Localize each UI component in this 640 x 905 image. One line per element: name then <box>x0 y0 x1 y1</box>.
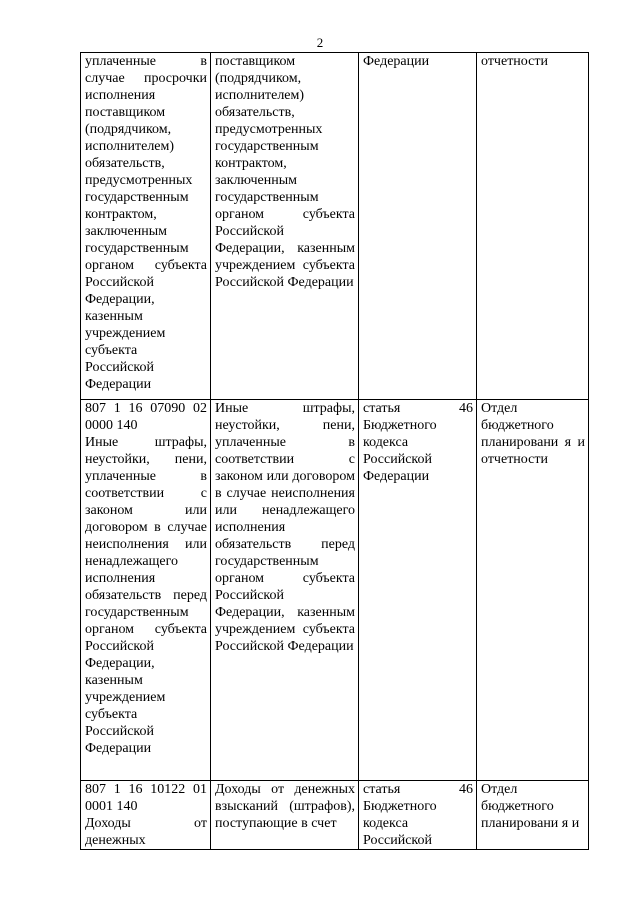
cell-responsible-unit: Отдел бюджетного планировани я и <box>477 781 589 850</box>
table-row <box>81 781 589 850</box>
table-row <box>81 400 589 781</box>
cell-name: Доходы от денежных взысканий (штрафов), поступающие в счет <box>211 781 359 850</box>
cell-legal-basis: Федерации <box>359 53 477 400</box>
cell-name: Иные штрафы, неустойки, пени, уплаченные в соответствии с законом или договором в случае неисполнения или ненадлежащего исполнения обязательств перед государственным органом субъекта Российской Федерации, казенным учреждением субъекта Российской Федерации <box>211 400 359 781</box>
page-number: 2 <box>316 35 324 50</box>
cell-text: Иные штрафы, неустойки, пени, уплаченные в соответствии с законом или договором в случае неисполнения или ненадлежащего исполнения обязательств перед государственным органом субъекта Российской Федерации, казенным учреждением субъекта Российской Федерации <box>85 435 207 756</box>
budget-classification-code: 807 1 16 10122 01 0001 140 <box>85 782 207 814</box>
cell-code-description <box>81 781 211 850</box>
budget-classification-code: 807 1 16 07090 02 0000 140 <box>85 401 207 433</box>
cell-text: уплаченные в случае просрочки исполнения поставщиком (подрядчиком, исполнителем) обязательств, предусмотренных государственным контрактом, заключенным государственным органом субъекта Российской Федерации, казенным учреждением субъекта Российской Федерации <box>85 54 207 392</box>
cell-name: поставщиком (подрядчиком, исполнителем) обязательств, предусмотренных государственным контрактом, заключенным государственным органом субъекта Российской Федерации, казенным учреждением субъекта Российской Федерации <box>211 53 359 400</box>
cell-legal-basis: статья 46 Бюджетного кодекса Российской <box>359 781 477 850</box>
revenue-table <box>80 52 589 850</box>
cell-legal-basis: статья 46 Бюджетного кодекса Российской Федерации <box>359 400 477 781</box>
cell-responsible-unit: отчетности <box>477 53 589 400</box>
cell-text: Доходы от денежных <box>85 816 207 848</box>
cell-code-description <box>81 53 211 400</box>
cell-responsible-unit: Отдел бюджетного планировани я и отчетности <box>477 400 589 781</box>
table-row <box>81 53 589 400</box>
cell-code-description <box>81 400 211 781</box>
